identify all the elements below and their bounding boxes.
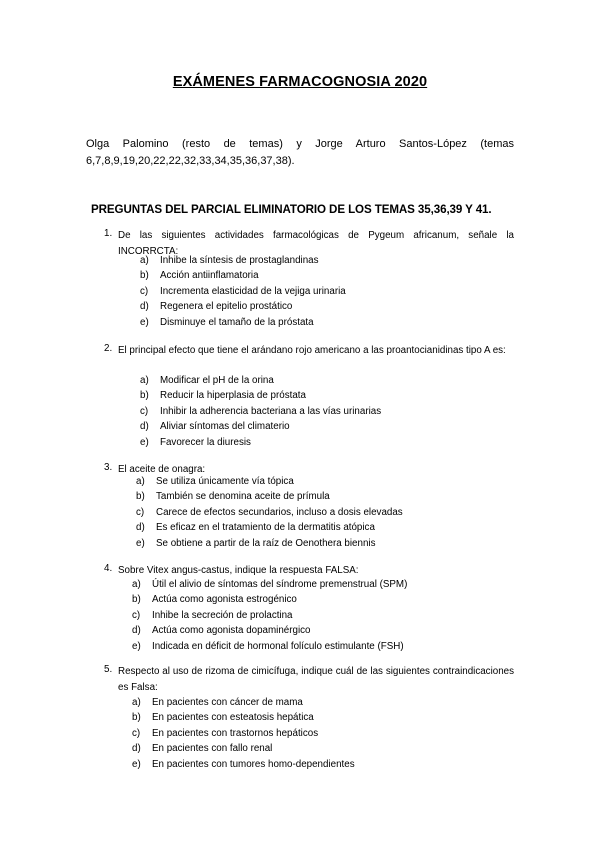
answer-options bbox=[104, 373, 550, 450]
option-text: Aliviar síntomas del climaterio bbox=[160, 421, 290, 433]
option-letter: e) bbox=[140, 316, 149, 328]
answer-option bbox=[132, 726, 542, 741]
answer-option bbox=[140, 373, 550, 388]
answer-option bbox=[132, 757, 542, 772]
option-letter: d) bbox=[140, 301, 149, 313]
option-letter: d) bbox=[132, 625, 141, 637]
option-letter: c) bbox=[132, 727, 141, 739]
answer-option bbox=[140, 435, 550, 450]
answer-options bbox=[104, 253, 550, 330]
option-letter: d) bbox=[136, 522, 145, 534]
option-letter: d) bbox=[132, 743, 141, 755]
option-letter: c) bbox=[140, 285, 149, 297]
option-letter: c) bbox=[132, 609, 141, 621]
option-letter: b) bbox=[140, 270, 149, 282]
answer-option bbox=[136, 505, 546, 520]
answer-option bbox=[136, 520, 546, 535]
section-heading: PREGUNTAS DEL PARCIAL ELIMINATORIO DE LOS TEMAS 35,36,39 Y 41. bbox=[91, 203, 492, 216]
option-text: En pacientes con tumores homo-dependientes bbox=[152, 758, 355, 770]
option-text: En pacientes con trastornos hepáticos bbox=[152, 727, 319, 739]
answer-option bbox=[132, 695, 542, 710]
answer-option bbox=[132, 592, 542, 607]
option-text: Es eficaz en el tratamiento de la dermatitis atópica bbox=[156, 522, 375, 534]
answer-option bbox=[140, 315, 550, 330]
option-text: Incrementa elasticidad de la vejiga urinaria bbox=[160, 285, 346, 297]
option-text: En pacientes con fallo renal bbox=[152, 743, 273, 755]
authors-paragraph: Olga Palomino (resto de temas) y Jorge Arturo Santos-López (temas 6,7,8,9,19,20,22,22,32,33,34,35,36,37,38). bbox=[86, 138, 514, 167]
answer-option bbox=[132, 639, 542, 654]
answer-option bbox=[140, 299, 550, 314]
answer-option bbox=[132, 741, 542, 756]
answer-option bbox=[136, 489, 546, 504]
option-letter: a) bbox=[140, 375, 149, 386]
option-letter: c) bbox=[136, 506, 145, 518]
option-text: En pacientes con cáncer de mama bbox=[152, 697, 303, 708]
answer-option bbox=[140, 284, 550, 299]
option-letter: e) bbox=[132, 640, 141, 652]
option-text: Modificar el pH de la orina bbox=[160, 375, 274, 386]
answer-options bbox=[104, 695, 542, 772]
answer-option bbox=[132, 608, 542, 623]
question-text: Respecto al uso de rizoma de cimicífuga, indique cuál de las siguientes contraindicaciones es Falsa: bbox=[118, 666, 514, 693]
answer-option bbox=[140, 404, 550, 419]
option-letter: e) bbox=[136, 537, 145, 549]
option-text: Inhibe la secreción de prolactina bbox=[152, 609, 293, 621]
answer-option bbox=[140, 388, 550, 403]
option-letter: b) bbox=[140, 390, 149, 402]
question-text: Sobre Vitex angus-castus, indique la respuesta FALSA: bbox=[118, 565, 359, 576]
page-title: EXÁMENES FARMACOGNOSIA 2020 bbox=[172, 74, 428, 90]
option-text: Se obtiene a partir de la raíz de Oenothera biennis bbox=[156, 537, 376, 549]
option-text: Útil el alivio de síntomas del síndrome premenstrual (SPM) bbox=[152, 579, 408, 590]
answer-option bbox=[140, 253, 550, 268]
option-text: Acción antiinflamatoria bbox=[160, 270, 259, 282]
answer-option bbox=[136, 474, 546, 489]
answer-options bbox=[104, 577, 542, 654]
answer-options bbox=[104, 474, 546, 551]
option-letter: a) bbox=[140, 255, 149, 266]
answer-option bbox=[132, 577, 542, 592]
option-letter: e) bbox=[132, 758, 141, 770]
option-text: Favorecer la diuresis bbox=[160, 436, 251, 448]
option-letter: c) bbox=[140, 405, 149, 417]
option-text: Disminuye el tamaño de la próstata bbox=[160, 316, 314, 328]
option-text: Regenera el epitelio prostático bbox=[160, 301, 293, 313]
answer-option bbox=[136, 536, 546, 551]
option-letter: b) bbox=[136, 491, 145, 503]
question-number: 2. bbox=[104, 343, 113, 354]
question-number: 5. bbox=[104, 664, 113, 675]
option-letter: a) bbox=[132, 697, 141, 708]
option-text: En pacientes con esteatosis hepática bbox=[152, 712, 314, 724]
option-letter: b) bbox=[132, 712, 141, 724]
answer-option bbox=[132, 623, 542, 638]
question-number: 3. bbox=[104, 462, 113, 473]
option-text: Actúa como agonista estrogénico bbox=[152, 594, 297, 606]
option-text: Indicada en déficit de hormonal folículo estimulante (FSH) bbox=[152, 640, 404, 652]
option-text: Carece de efectos secundarios, incluso a dosis elevadas bbox=[156, 506, 403, 518]
option-text: También se denomina aceite de prímula bbox=[156, 491, 330, 503]
question-number: 4. bbox=[104, 563, 113, 574]
answer-option bbox=[140, 419, 550, 434]
option-text: Inhibe la síntesis de prostaglandinas bbox=[160, 255, 319, 266]
question-text: De las siguientes actividades farmacológicas de Pygeum africanum, señale la INCORRCTA: bbox=[118, 230, 514, 257]
answer-option bbox=[140, 268, 550, 283]
option-letter: d) bbox=[140, 421, 149, 433]
option-letter: e) bbox=[140, 436, 149, 448]
option-text: Inhibir la adherencia bacteriana a las vías urinarias bbox=[160, 405, 382, 417]
answer-option bbox=[132, 710, 542, 725]
option-letter: a) bbox=[136, 476, 145, 487]
option-text: Se utiliza únicamente vía tópica bbox=[156, 476, 294, 487]
question-text: El aceite de onagra: bbox=[118, 464, 206, 475]
option-letter: a) bbox=[132, 579, 141, 590]
option-text: Actúa como agonista dopaminérgico bbox=[152, 625, 311, 637]
question-number: 1. bbox=[104, 228, 113, 239]
option-letter: b) bbox=[132, 594, 141, 606]
question-text: El principal efecto que tiene el arándano rojo americano a las proantocianidinas tipo A es: bbox=[118, 345, 506, 356]
option-text: Reducir la hiperplasia de próstata bbox=[160, 390, 306, 402]
